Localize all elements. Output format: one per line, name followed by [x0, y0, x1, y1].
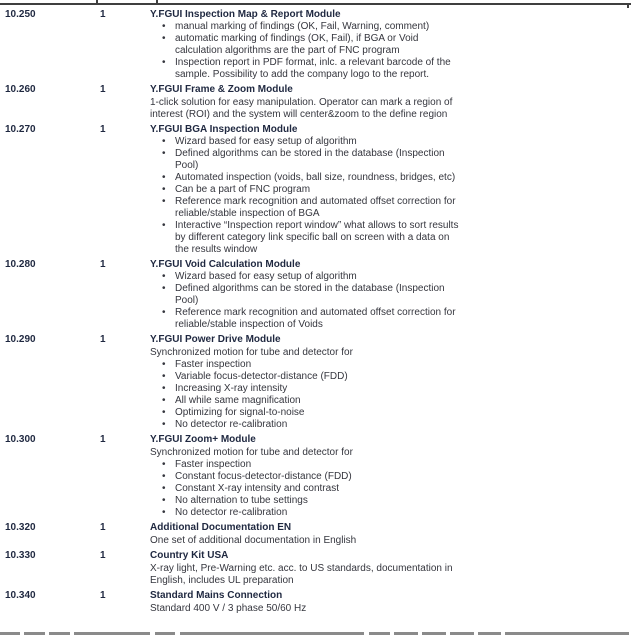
item-paragraph: 1-click solution for easy manipulation. Operator can mark a region of interest (ROI) and the system will center&zoom to the define region [150, 97, 453, 120]
item-title: Y.FGUI Inspection Map & Report Module [150, 9, 341, 20]
bullet-icon: • [162, 283, 166, 294]
table-divider-segment [49, 632, 70, 635]
bullet-icon: • [162, 57, 166, 68]
bullet-text: Can be a part of FNC program [175, 184, 311, 195]
bullet-item [150, 307, 466, 331]
bullet-icon: • [162, 383, 166, 394]
bullet-item [150, 419, 466, 431]
item-qty: 1 [100, 590, 106, 601]
item-paragraph: Synchronized motion for tube and detector for [150, 447, 353, 458]
column-divider-tick [156, 0, 158, 4]
item-title: Y.FGUI Frame & Zoom Module [150, 84, 293, 95]
bullet-text: Constant X-ray intensity and contrast [175, 483, 339, 494]
top-horizontal-rule [0, 3, 631, 5]
item-qty: 1 [100, 259, 106, 270]
item-title: Y.FGUI Void Calculation Module [150, 259, 301, 270]
item-qty: 1 [100, 522, 106, 533]
bullet-icon: • [162, 196, 166, 207]
bottom-segmented-rule [0, 632, 631, 635]
item-qty: 1 [100, 84, 106, 95]
bullet-text: All while same magnification [175, 395, 301, 406]
bullet-text: Wizard based for easy setup of algorithm [175, 136, 357, 147]
item-number: 10.270 [5, 124, 36, 135]
item-title: Y.FGUI BGA Inspection Module [150, 124, 298, 135]
item-number: 10.280 [5, 259, 36, 270]
bullet-item [150, 33, 466, 57]
bullet-text: Inspection report in PDF format, inlc. a relevant barcode of the sample. Possibility to add the company logo to the report. [175, 57, 451, 80]
item-description-cell [150, 84, 466, 121]
table-row [0, 9, 631, 81]
item-qty: 1 [100, 334, 106, 345]
bullet-text: automatic marking of findings (OK, Fail), if BGA or Void calculation algorithms are the part of FNC program [175, 33, 419, 56]
column-divider-tick [627, 3, 629, 8]
table-divider-segment [155, 632, 175, 635]
bullet-text: manual marking of findings (OK, Fail, Warning, comment) [175, 21, 430, 32]
bullet-text: Reference mark recognition and automated offset correction for reliable/stable inspection of BGA [175, 196, 456, 219]
bullet-icon: • [162, 395, 166, 406]
table-row [0, 434, 631, 519]
item-title: Y.FGUI Zoom+ Module [150, 434, 256, 445]
bullet-text: Optimizing for signal-to-noise [175, 407, 305, 418]
bullet-item [150, 196, 466, 220]
item-description-cell [150, 522, 466, 547]
bullet-item [150, 220, 466, 256]
table-divider-segment [0, 632, 20, 635]
item-bullet-list [150, 271, 466, 331]
item-paragraph: Standard 400 V / 3 phase 50/60 Hz [150, 603, 307, 614]
bullet-item [150, 136, 466, 148]
item-qty: 1 [100, 550, 106, 561]
table-row [0, 522, 631, 547]
bullet-item [150, 359, 466, 371]
bullet-item [150, 21, 466, 33]
item-qty: 1 [100, 434, 106, 445]
bullet-item [150, 395, 466, 407]
bullet-icon: • [162, 184, 166, 195]
bullet-icon: • [162, 172, 166, 183]
table-row [0, 84, 631, 121]
item-description-cell [150, 550, 466, 587]
bullet-text: Constant focus-detector-distance (FDD) [175, 471, 352, 482]
bullet-icon: • [162, 495, 166, 506]
bullet-item [150, 57, 466, 81]
item-title: Y.FGUI Power Drive Module [150, 334, 281, 345]
item-description-cell [150, 590, 466, 615]
table-row [0, 550, 631, 587]
item-qty: 1 [100, 9, 106, 20]
item-bullet-list [150, 136, 466, 256]
bullet-text: No alternation to tube settings [175, 495, 308, 506]
bullet-text: Wizard based for easy setup of algorithm [175, 271, 357, 282]
item-number: 10.260 [5, 84, 36, 95]
table-divider-segment [505, 632, 629, 635]
item-number: 10.340 [5, 590, 36, 601]
table-divider-segment [74, 632, 150, 635]
table-divider-segment [478, 632, 501, 635]
item-qty: 1 [100, 124, 106, 135]
bullet-icon: • [162, 507, 166, 518]
bullet-item [150, 271, 466, 283]
column-divider-tick [96, 0, 98, 4]
table-divider-segment [24, 632, 45, 635]
bullet-text: No detector re-calibration [175, 419, 288, 430]
item-bullet-list [150, 359, 466, 431]
bullet-item [150, 471, 466, 483]
bullet-text: Reference mark recognition and automated offset correction for reliable/stable inspection of Voids [175, 307, 456, 330]
bullet-text: Automated inspection (voids, ball size, roundness, bridges, etc) [175, 172, 456, 183]
bullet-text: Variable focus-detector-distance (FDD) [175, 371, 348, 382]
item-description-cell [150, 9, 466, 81]
bullet-icon: • [162, 307, 166, 318]
item-description-cell [150, 259, 466, 331]
bullet-icon: • [162, 371, 166, 382]
bullet-item [150, 507, 466, 519]
bullet-icon: • [162, 359, 166, 370]
bullet-icon: • [162, 407, 166, 418]
item-number: 10.250 [5, 9, 36, 20]
item-paragraph: X-ray light, Pre-Warning etc. acc. to US standards, documentation in English, includes UL preparation [150, 563, 453, 586]
table-row [0, 124, 631, 256]
bullet-text: No detector re-calibration [175, 507, 288, 518]
bullet-icon: • [162, 21, 166, 32]
bullet-icon: • [162, 419, 166, 430]
item-paragraph: Synchronized motion for tube and detector for [150, 347, 353, 358]
bullet-icon: • [162, 136, 166, 147]
bullet-item [150, 483, 466, 495]
bullet-icon: • [162, 33, 166, 44]
item-paragraph: One set of additional documentation in English [150, 535, 357, 546]
bullet-text: Defined algorithms can be stored in the database (Inspection Pool) [175, 148, 445, 171]
item-number: 10.330 [5, 550, 36, 561]
bullet-icon: • [162, 471, 166, 482]
table-divider-segment [180, 632, 364, 635]
item-description-cell [150, 334, 466, 431]
bullet-text: Faster inspection [175, 459, 252, 470]
bullet-item [150, 495, 466, 507]
item-number: 10.320 [5, 522, 36, 533]
item-description-cell [150, 434, 466, 519]
bullet-item [150, 407, 466, 419]
bullet-icon: • [162, 459, 166, 470]
bullet-text: Defined algorithms can be stored in the database (Inspection Pool) [175, 283, 445, 306]
table-divider-segment [450, 632, 474, 635]
table-row [0, 259, 631, 331]
bullet-item [150, 184, 466, 196]
items-table [0, 9, 631, 618]
bullet-item [150, 383, 466, 395]
item-title: Standard Mains Connection [150, 590, 283, 601]
table-row [0, 334, 631, 431]
item-title: Country Kit USA [150, 550, 229, 561]
bullet-icon: • [162, 220, 166, 231]
bullet-icon: • [162, 271, 166, 282]
bullet-text: Faster inspection [175, 359, 252, 370]
bullet-icon: • [162, 483, 166, 494]
item-title: Additional Documentation EN [150, 522, 292, 533]
table-row [0, 590, 631, 615]
bullet-icon: • [162, 148, 166, 159]
item-bullet-list [150, 21, 466, 81]
bullet-item [150, 283, 466, 307]
table-divider-segment [369, 632, 390, 635]
table-divider-segment [422, 632, 446, 635]
bullet-item [150, 459, 466, 471]
item-number: 10.300 [5, 434, 36, 445]
bullet-item [150, 172, 466, 184]
bullet-item [150, 371, 466, 383]
item-description-cell [150, 124, 466, 256]
item-number: 10.290 [5, 334, 36, 345]
table-divider-segment [394, 632, 418, 635]
bullet-text: Interactive “Inspection report window” what allows to sort results by different category link specific ball on screen with a data on the results window [175, 220, 459, 255]
bullet-item [150, 148, 466, 172]
item-bullet-list [150, 459, 466, 519]
bullet-text: Increasing X-ray intensity [175, 383, 288, 394]
